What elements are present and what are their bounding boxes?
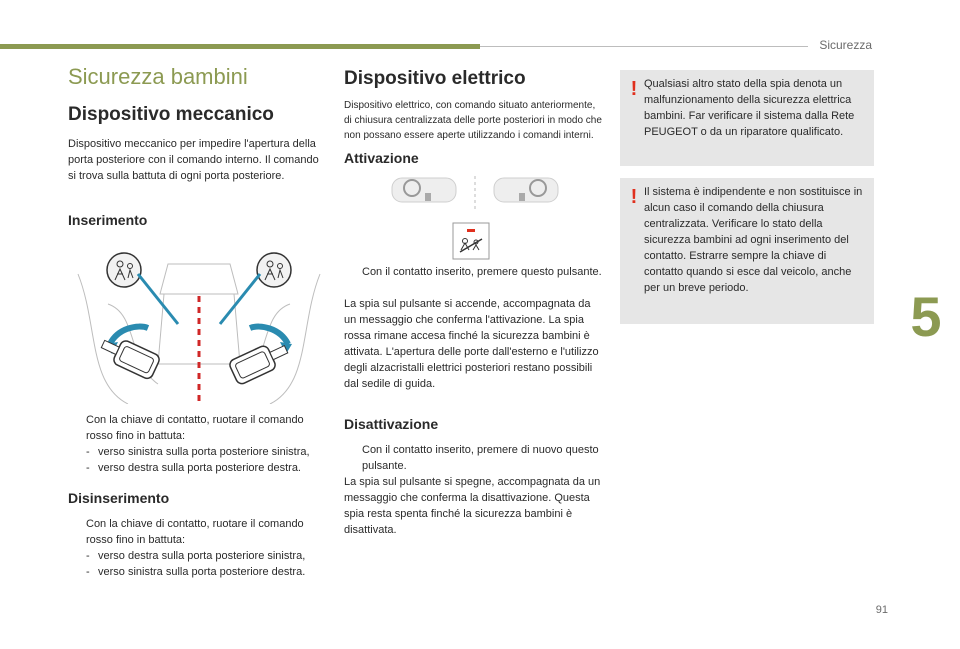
deact-title: Disattivazione bbox=[344, 416, 439, 432]
dis-dash-2: - verso sinistra sulla porta posteriore destra. bbox=[86, 566, 306, 578]
deact-text: La spia sul pulsante si spegne, accompagnata da un messaggio che conferma la disattivazione. Questa spia resta spenta finché la sicurezza bambini è disattivata. bbox=[344, 476, 601, 536]
key-icon bbox=[98, 332, 162, 380]
child-lock-icon bbox=[107, 253, 141, 287]
ins-title: Inserimento bbox=[68, 212, 148, 228]
mech-title: Dispositivo meccanico bbox=[68, 104, 274, 125]
page-number: 91 bbox=[875, 604, 888, 616]
header-rule bbox=[480, 46, 808, 47]
ins-dash-2: - verso destra sulla porta posteriore destra. bbox=[86, 462, 301, 474]
dis-title: Disinserimento bbox=[68, 490, 170, 506]
act-title: Attivazione bbox=[344, 150, 419, 166]
dis-dash-1: - verso destra sulla porta posteriore sinistra, bbox=[86, 550, 306, 562]
ins-bullet: Con la chiave di contatto, ruotare il comando rosso fino in battuta: bbox=[86, 414, 304, 442]
mechanical-lock-illustration bbox=[68, 244, 330, 404]
chapter-number: 5 bbox=[910, 285, 942, 348]
warning-text-2: Il sistema è indipendente e non sostituisce in alcun caso il comando della chiusura centralizzata. Verificare lo stato della sicurezza bambini ad ogni inserimento del contatto. Estrarre sempre la chiave di contatto quando si esce dal veicolo, anche per un breve periodo. bbox=[644, 186, 863, 294]
deact-bullet: Con il contatto inserito, premere di nuovo questo pulsante. bbox=[362, 444, 599, 472]
section-label: Sicurezza bbox=[819, 38, 872, 52]
ins-dash-1: - verso sinistra sulla porta posteriore sinistra, bbox=[86, 446, 310, 458]
warning-icon: ! bbox=[630, 186, 638, 208]
elec-title: Dispositivo elettrico bbox=[344, 68, 526, 89]
steering-wheel-icon bbox=[390, 174, 560, 214]
warning-icon: ! bbox=[630, 78, 638, 100]
header-accent-bar bbox=[0, 44, 480, 49]
act-bullet: Con il contatto inserito, premere questo pulsante. bbox=[362, 266, 602, 278]
warning-text-1: Qualsiasi altro stato della spia denota un malfunzionamento della sicurezza elettrica bambini. Far verificare il sistema dalla Rete PEUGEOT o da un riparatore qualificato. bbox=[644, 78, 855, 138]
page-title: Sicurezza bambini bbox=[68, 64, 248, 89]
warning-box-2 bbox=[620, 178, 874, 324]
child-lock-button-icon bbox=[452, 222, 490, 260]
act-text: La spia sul pulsante si accende, accompagnata da un messaggio che conferma l'attivazione. La spia rossa rimane accesa finché la sicurezza bambini è attivata. L'apertura delle porte dall'esterno e l'utilizzo degli alzacristalli elettrici posteriori restano possibili dal sedile di guida. bbox=[344, 298, 599, 390]
mech-intro: Dispositivo meccanico per impedire l'apertura della porta posteriore con il comando interno. Il comando si trova sulla battuta di ogni porta posteriore. bbox=[68, 138, 319, 182]
dis-bullet: Con la chiave di contatto, ruotare il comando rosso fino in battuta: bbox=[86, 518, 304, 546]
warning-box-1 bbox=[620, 70, 874, 166]
elec-intro: Dispositivo elettrico, con comando situato anteriormente, di chiusura centralizzata delle porte posteriori in modo che non possano essere aperte utilizzando i comandi interni. bbox=[344, 100, 602, 141]
